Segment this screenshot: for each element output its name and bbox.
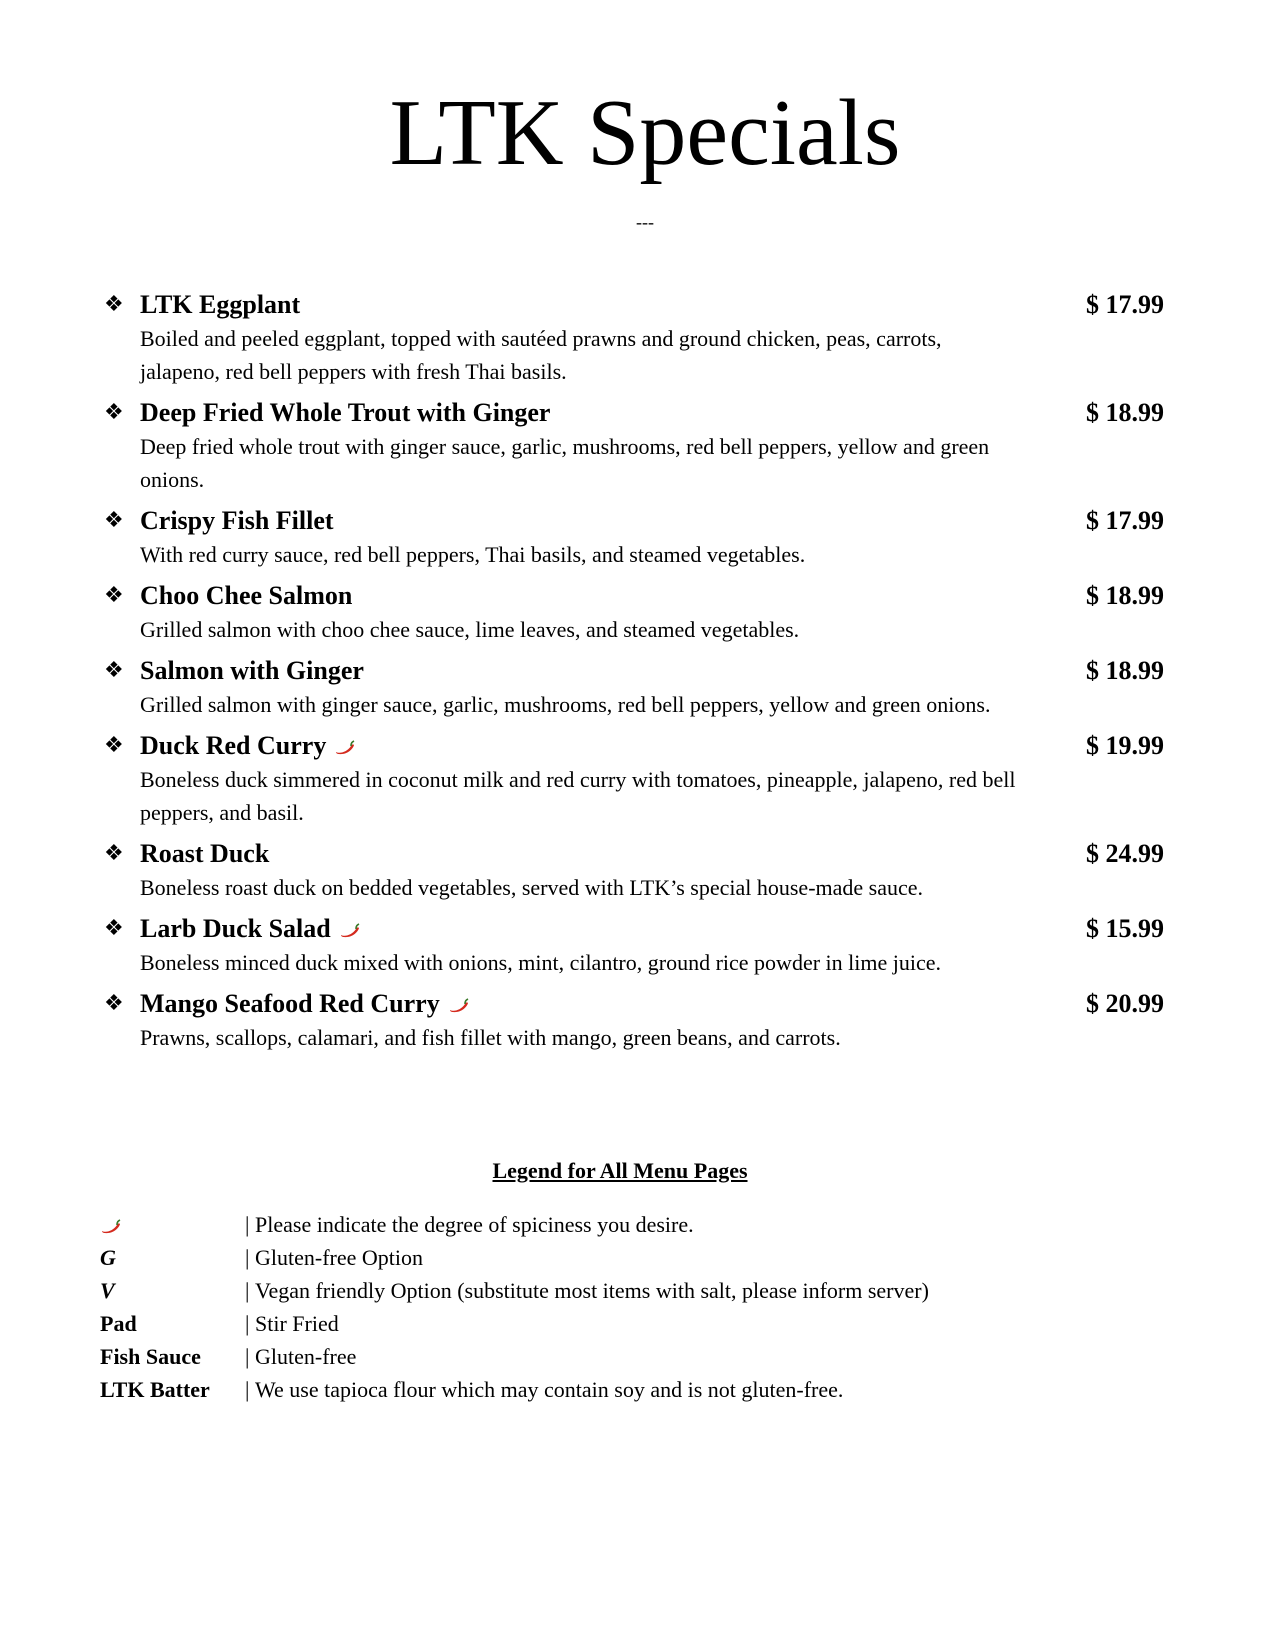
- legend-separator: |: [245, 1212, 250, 1237]
- menu-item-price: $ 17.99: [1086, 290, 1164, 319]
- legend-value: Gluten-free: [255, 1344, 357, 1369]
- diamond-bullet-icon: ❖: [104, 991, 124, 1016]
- diamond-bullet-icon: ❖: [104, 733, 124, 758]
- legend-key: LTK Batter: [100, 1377, 210, 1402]
- legend-row: [100, 1307, 1160, 1340]
- legend-value: Stir Fried: [255, 1311, 339, 1336]
- menu-item: [104, 579, 1164, 646]
- menu-item-name: [140, 396, 550, 430]
- menu-item: [104, 288, 1164, 388]
- menu-item-name: [140, 837, 269, 871]
- menu-item-price: $ 18.99: [1086, 581, 1164, 610]
- diamond-bullet-icon: ❖: [104, 508, 124, 533]
- menu-item-name: [140, 912, 361, 946]
- menu-item-header: [104, 654, 1164, 688]
- menu-item-name-text: Larb Duck Salad: [140, 914, 331, 943]
- menu-item: [104, 654, 1164, 721]
- legend-row: [100, 1208, 1160, 1241]
- diamond-bullet-icon: ❖: [104, 400, 124, 425]
- legend-value: We use tapioca flour which may contain soy and is not gluten-free.: [255, 1377, 844, 1402]
- menu-item-header: [104, 504, 1164, 538]
- menu-item-price: $ 18.99: [1086, 656, 1164, 685]
- legend-separator: |: [245, 1344, 250, 1369]
- menu-item-name-text: Duck Red Curry: [140, 731, 327, 760]
- legend-key: Pad: [100, 1311, 137, 1336]
- chili-pepper-icon: [448, 998, 470, 1014]
- legend-value: Vegan friendly Option (substitute most items with salt, please inform server): [255, 1278, 929, 1303]
- menu-item-price: $ 20.99: [1086, 989, 1164, 1018]
- menu-item-name: [140, 729, 356, 763]
- legend-separator: |: [245, 1278, 250, 1303]
- menu-item-header: [104, 579, 1164, 613]
- menu-item-name: [140, 504, 334, 538]
- menu-item-description: Prawns, scallops, calamari, and fish fillet with mango, green beans, and carrots.: [140, 1025, 841, 1050]
- menu-item-header: [104, 912, 1164, 946]
- menu-item-description: Deep fried whole trout with ginger sauce, garlic, mushrooms, red bell peppers, yellow and green onions.: [140, 434, 990, 492]
- menu-item-description: Boneless roast duck on bedded vegetables, served with LTK’s special house-made sauce.: [140, 875, 924, 900]
- menu-item-name: [140, 579, 352, 613]
- menu-item-name-text: LTK Eggplant: [140, 290, 301, 319]
- menu-list: [104, 288, 1164, 1062]
- legend-title: Legend for All Menu Pages: [492, 1158, 748, 1183]
- menu-item-name-text: Roast Duck: [140, 839, 270, 868]
- menu-item: [104, 504, 1164, 571]
- chili-pepper-icon: [334, 740, 356, 756]
- legend-separator: |: [245, 1245, 250, 1270]
- page-title: LTK Specials: [389, 81, 901, 185]
- legend-key: Fish Sauce: [100, 1344, 201, 1369]
- legend-key: G: [100, 1245, 116, 1270]
- diamond-bullet-icon: ❖: [104, 658, 124, 683]
- legend-row: [100, 1241, 1160, 1274]
- legend-value: Gluten-free Option: [255, 1245, 423, 1270]
- diamond-bullet-icon: ❖: [104, 841, 124, 866]
- menu-item-description: Boneless minced duck mixed with onions, mint, cilantro, ground rice powder in lime juice.: [140, 950, 942, 975]
- title-separator: ---: [636, 212, 654, 232]
- menu-item-description: Boiled and peeled eggplant, topped with sautéed prawns and ground chicken, peas, carrots, jalapeno, red bell peppers with fresh Thai basils.: [140, 326, 942, 384]
- menu-item: [104, 729, 1164, 829]
- menu-item-name: [140, 987, 470, 1021]
- menu-item-name: [140, 654, 364, 688]
- menu-item-price: $ 15.99: [1086, 914, 1164, 943]
- menu-item-description: Grilled salmon with choo chee sauce, lime leaves, and steamed vegetables.: [140, 617, 800, 642]
- legend-row: [100, 1373, 1160, 1406]
- menu-item-name-text: Crispy Fish Fillet: [140, 506, 334, 535]
- diamond-bullet-icon: ❖: [104, 292, 124, 317]
- menu-item-name-text: Mango Seafood Red Curry: [140, 989, 440, 1018]
- legend-key: V: [100, 1278, 115, 1303]
- menu-item-header: [104, 837, 1164, 871]
- menu-item-name: [140, 288, 300, 322]
- menu-item-name-text: Salmon with Ginger: [140, 656, 364, 685]
- menu-item-header: [104, 288, 1164, 322]
- menu-item-description: Boneless duck simmered in coconut milk and red curry with tomatoes, pineapple, jalapeno, red bell peppers, and basil.: [140, 767, 1016, 825]
- diamond-bullet-icon: ❖: [104, 916, 124, 941]
- menu-item: [104, 912, 1164, 979]
- chili-pepper-icon: [100, 1219, 122, 1235]
- menu-item: [104, 987, 1164, 1054]
- legend-table: [100, 1208, 1160, 1406]
- menu-item-price: $ 19.99: [1086, 731, 1164, 760]
- menu-item-description: Grilled salmon with ginger sauce, garlic, mushrooms, red bell peppers, yellow and green onions.: [140, 692, 991, 717]
- chili-pepper-icon: [339, 923, 361, 939]
- menu-item-price: $ 24.99: [1086, 839, 1164, 868]
- menu-item-header: [104, 396, 1164, 430]
- menu-item-price: $ 17.99: [1086, 506, 1164, 535]
- menu-item-name-text: Deep Fried Whole Trout with Ginger: [140, 398, 551, 427]
- legend-key: [100, 1208, 240, 1241]
- legend-separator: |: [245, 1377, 250, 1402]
- menu-item-description: With red curry sauce, red bell peppers, Thai basils, and steamed vegetables.: [140, 542, 806, 567]
- legend-row: [100, 1340, 1160, 1373]
- legend-row: [100, 1274, 1160, 1307]
- menu-item: [104, 396, 1164, 496]
- legend-value: Please indicate the degree of spiciness you desire.: [255, 1212, 694, 1237]
- menu-item-price: $ 18.99: [1086, 398, 1164, 427]
- legend-separator: |: [245, 1311, 250, 1336]
- menu-item-name-text: Choo Chee Salmon: [140, 581, 353, 610]
- menu-item-header: [104, 729, 1164, 763]
- menu-item-header: [104, 987, 1164, 1021]
- diamond-bullet-icon: ❖: [104, 583, 124, 608]
- menu-item: [104, 837, 1164, 904]
